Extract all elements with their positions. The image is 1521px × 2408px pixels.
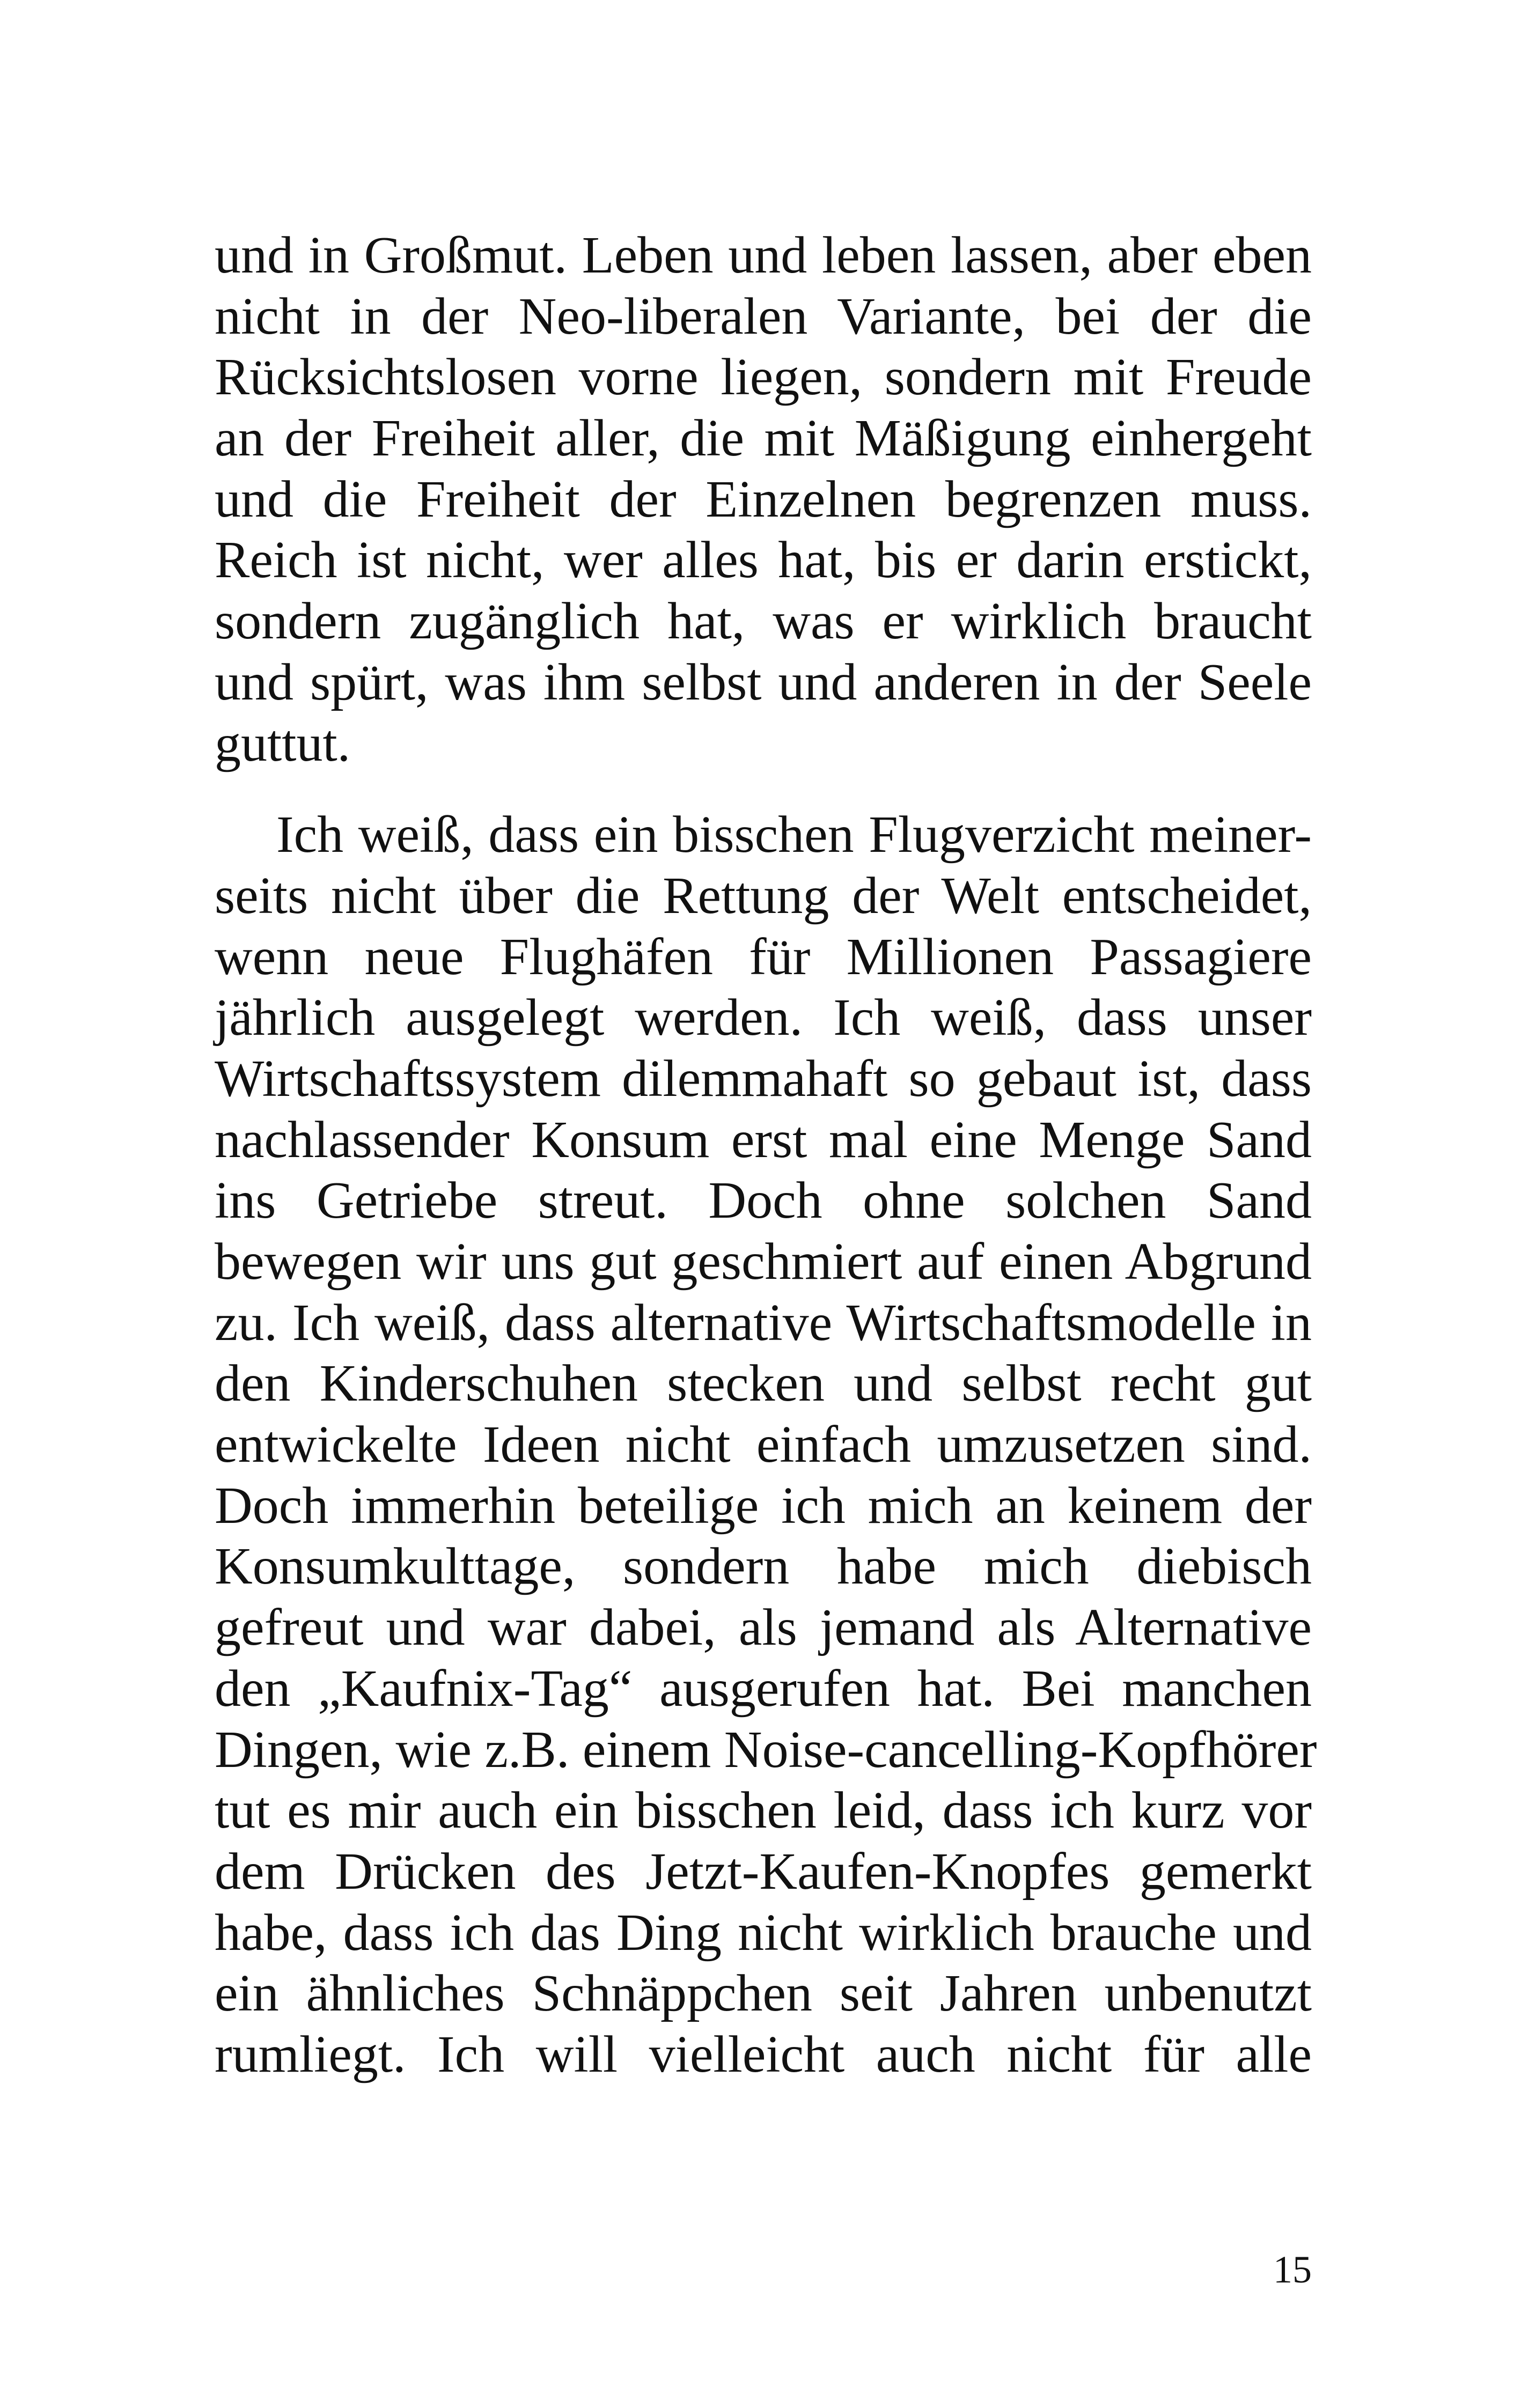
text-line: Ich weiß, dass ein bisschen Flugverzicht meiner-	[276, 806, 1312, 864]
text-line: Rücksichtslosen vorne liegen, sondern mit Freude	[215, 348, 1312, 407]
text-line: seits nicht über die Rettung der Welt entscheidet,	[215, 866, 1312, 925]
text-line: und die Freiheit der Einzelnen begrenzen muss.	[215, 470, 1312, 528]
paragraph-gap	[215, 774, 1312, 805]
text-line: Dingen, wie z.B. einem Noise-cancelling-Kopfhörer	[215, 1720, 1317, 1779]
text-line: den „Kaufnix-Tag“ ausgerufen hat. Bei manchen	[215, 1659, 1312, 1718]
text-line: habe, dass ich das Ding nicht wirklich brauche und	[215, 1903, 1312, 1962]
text-line: entwickelte Ideen nicht einfach umzusetzen sind.	[215, 1416, 1312, 1474]
text-line: Wirtschaftssystem dilemmahaft so gebaut ist, dass	[215, 1049, 1312, 1108]
text-line: tut es mir auch ein bisschen leid, dass ich kurz vor	[215, 1781, 1312, 1840]
text-line: Konsumkulttage, sondern habe mich diebisch	[215, 1537, 1312, 1596]
text-line: sondern zugänglich hat, was er wirklich braucht	[215, 592, 1312, 651]
text-line: jährlich ausgelegt werden. Ich weiß, dass unser	[215, 989, 1312, 1047]
body-text	[215, 225, 1317, 2086]
text-line: den Kinderschuhen stecken und selbst recht gut	[215, 1354, 1312, 1413]
text-line: und spürt, was ihm selbst und anderen in der Seele	[215, 653, 1312, 711]
text-line: ins Getriebe streut. Doch ohne solchen Sand	[215, 1172, 1312, 1230]
text-line: nachlassender Konsum erst mal eine Menge Sand	[215, 1110, 1312, 1169]
text-line: guttut.	[215, 714, 351, 772]
text-line: nicht in der Neo-liberalen Variante, bei der die	[215, 287, 1312, 345]
page-number: 15	[1273, 2248, 1312, 2291]
text-line: zu. Ich weiß, dass alternative Wirtschaftsmodelle in	[215, 1293, 1312, 1352]
text-line: dem Drücken des Jetzt-Kaufen-Knopfes gemerkt	[215, 1842, 1312, 1901]
text-line: ein ähnliches Schnäppchen seit Jahren unbenutzt	[215, 1964, 1312, 2023]
text-line: Reich ist nicht, wer alles hat, bis er darin erstickt,	[215, 531, 1312, 590]
text-line: bewegen wir uns gut geschmiert auf einen Abgrund	[215, 1233, 1312, 1291]
text-line: rumliegt. Ich will vielleicht auch nicht für alle	[215, 2025, 1312, 2083]
text-line: wenn neue Flughäfen für Millionen Passagiere	[215, 927, 1312, 986]
text-line: Doch immerhin beteilige ich mich an keinem der	[215, 1476, 1312, 1535]
text-line: an der Freiheit aller, die mit Mäßigung einhergeht	[215, 409, 1312, 468]
text-line: gefreut und war dabei, als jemand als Alternative	[215, 1599, 1312, 1657]
text-line: und in Großmut. Leben und leben lassen, aber eben	[215, 226, 1312, 284]
